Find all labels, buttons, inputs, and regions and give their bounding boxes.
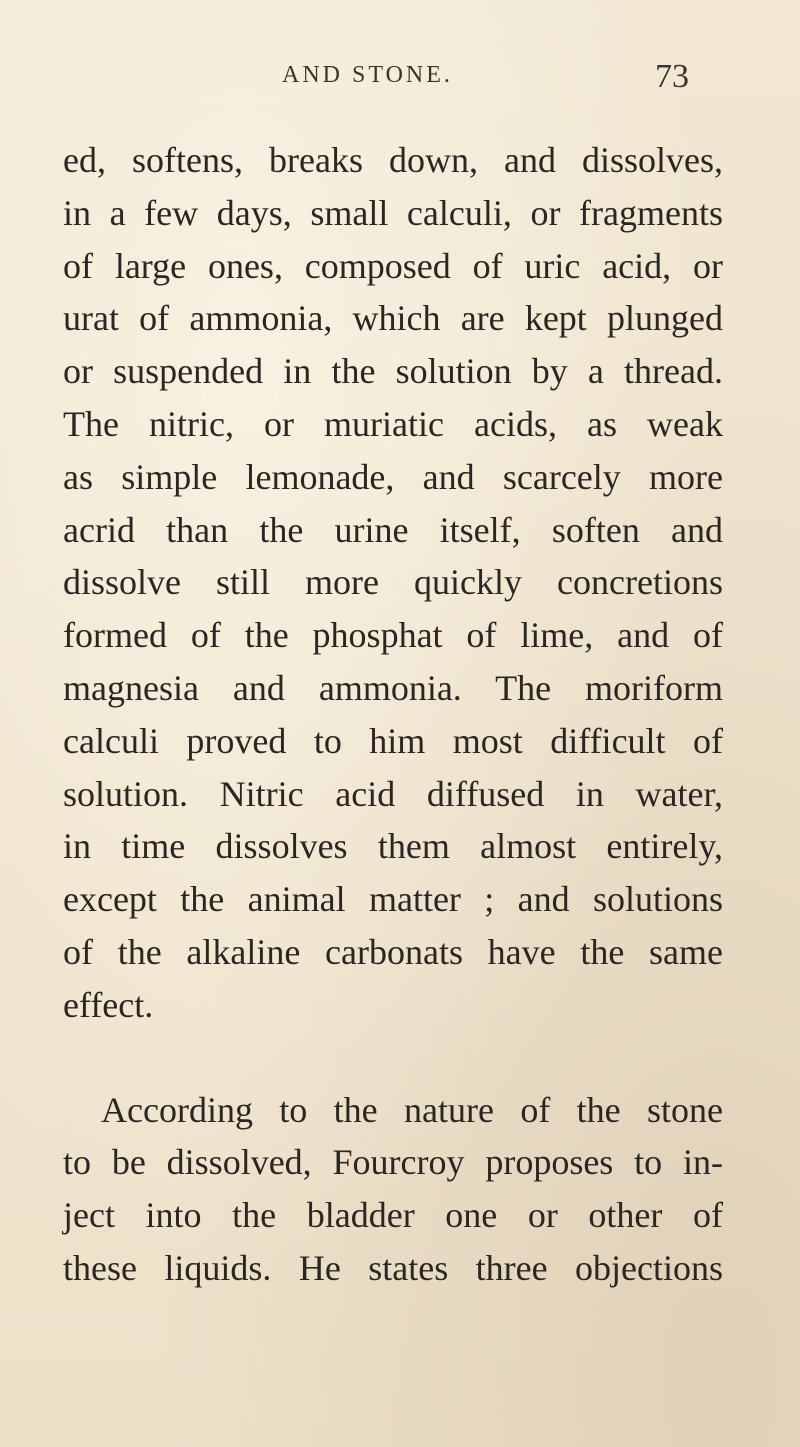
paragraph-gap	[63, 1032, 723, 1084]
text-line: to be dissolved, Fourcroy proposes to in-	[63, 1142, 723, 1183]
text-line: or suspended in the solution by a thread.	[63, 351, 723, 392]
text-line: ed, softens, breaks down, and dissolves,	[63, 140, 723, 180]
text-line: in time dissolves them almost entirely,	[63, 826, 723, 867]
text-line: urat of ammonia, which are kept plunged	[63, 298, 723, 339]
text-line: in a few days, small calculi, or fragments	[63, 192, 723, 233]
text-line: calculi proved to him most difficult of	[63, 720, 723, 761]
text-line: dissolve still more quickly concretions	[63, 562, 723, 603]
text-line: formed of the phosphat of lime, and of	[63, 615, 723, 656]
text-line: these liquids. He states three objections	[63, 1247, 723, 1288]
text-line: except the animal matter ; and solutions	[63, 879, 723, 920]
text-line: as simple lemonade, and scarcely more	[63, 456, 723, 497]
body-text	[63, 134, 723, 1295]
text-line: effect.	[63, 984, 154, 1025]
text-line: According to the nature of the stone	[101, 1089, 723, 1130]
text-line: of the alkaline carbonats have the same	[63, 931, 723, 972]
text-line: solution. Nitric acid diffused in water,	[63, 773, 723, 814]
paragraph-2	[63, 1084, 723, 1295]
text-line: The nitric, or muriatic acids, as weak	[63, 403, 723, 444]
text-line: ject into the bladder one or other of	[63, 1195, 723, 1236]
text-line: magnesia and ammonia. The moriform	[63, 667, 723, 708]
text-line: of large ones, composed of uric acid, or	[63, 245, 723, 286]
running-head: AND STONE.	[282, 62, 453, 88]
paragraph-1	[63, 134, 723, 1032]
page-number: 73	[655, 58, 689, 95]
text-line: acrid than the urine itself, soften and	[63, 509, 723, 550]
